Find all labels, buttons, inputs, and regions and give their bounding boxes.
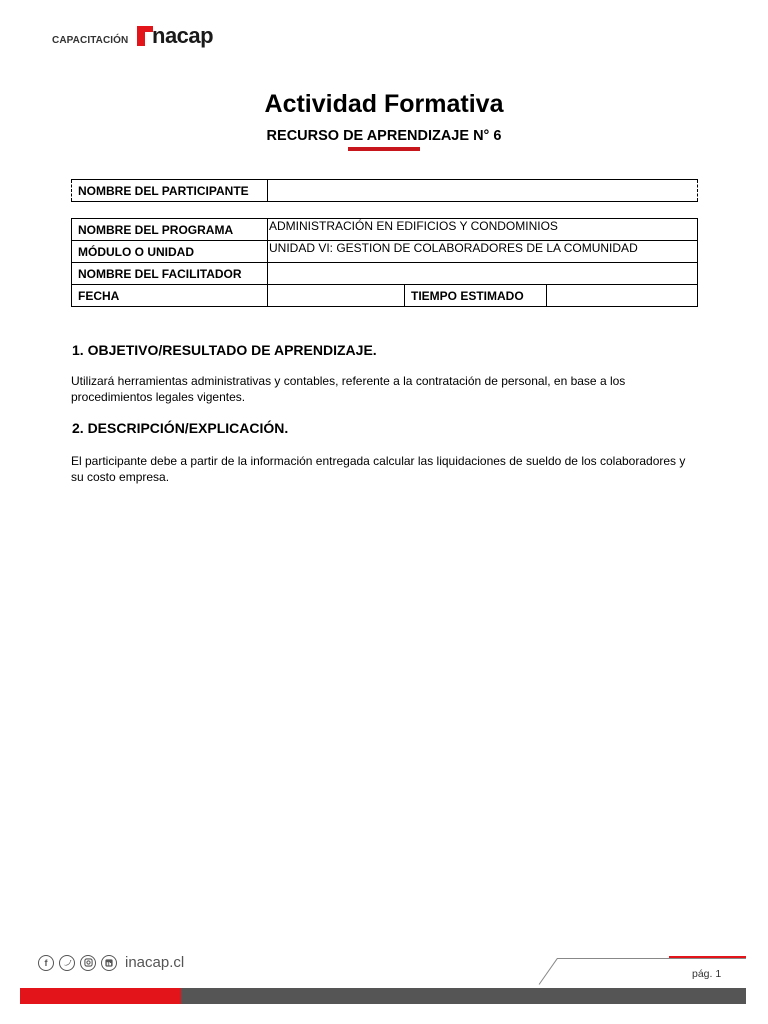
table-row [72, 241, 698, 263]
logo-i-mark [137, 26, 145, 46]
table-row [72, 263, 698, 285]
program-value: ADMINISTRACIÓN EN EDIFICIOS Y CONDOMINIOS [268, 219, 698, 241]
table-row [72, 219, 698, 241]
instagram-icon[interactable] [80, 955, 96, 971]
participant-field[interactable] [268, 180, 698, 202]
footer-url[interactable]: inacap.cl [125, 954, 185, 971]
footer-rule [557, 958, 746, 959]
logo-brand: nacap [152, 23, 214, 48]
capacitacion-label: CAPACITACIÓN [52, 35, 129, 46]
section1-text: Utilizará herramientas administrativas y contables, referente a la contratación de personal, en base a los procedimientos legales vigentes. [71, 374, 626, 404]
social-links [38, 954, 184, 971]
footer-rule-accent [669, 956, 746, 958]
facilitator-label: NOMBRE DEL FACILITADOR [72, 263, 268, 285]
program-table [71, 218, 698, 307]
page-title: Actividad Formativa [264, 90, 504, 118]
table-row [72, 285, 698, 307]
module-label: MÓDULO O UNIDAD [72, 241, 268, 263]
participant-label: NOMBRE DEL PARTICIPANTE [72, 180, 268, 202]
twitter-icon[interactable] [59, 955, 75, 971]
linkedin-icon[interactable] [101, 955, 117, 971]
date-label: FECHA [72, 285, 268, 307]
table-row [72, 180, 698, 202]
module-value: UNIDAD VI: GESTION DE COLABORADORES DE LA COMUNIDAD [268, 241, 698, 263]
page-number: pág. 1 [692, 968, 722, 980]
section2-text: El participante debe a partir de la información entregada calcular las liquidaciones de sueldo de los colaboradores y su costo empresa. [71, 454, 686, 484]
date-field[interactable] [268, 285, 405, 307]
footer-bar-red [20, 988, 181, 1004]
participant-table [71, 179, 698, 202]
program-label: NOMBRE DEL PROGRAMA [72, 219, 268, 241]
time-field[interactable] [547, 285, 698, 307]
footer-bar-gray [181, 988, 746, 1004]
footer-diagonal [539, 958, 558, 985]
facilitator-field[interactable] [268, 263, 698, 285]
subtitle-underline [348, 147, 420, 151]
section1-heading: 1. OBJETIVO/RESULTADO DE APRENDIZAJE. [72, 342, 377, 358]
section2-heading: 2. DESCRIPCIÓN/EXPLICACIÓN. [72, 420, 289, 436]
time-label: TIEMPO ESTIMADO [405, 285, 547, 307]
page-subtitle: RECURSO DE APRENDIZAJE N° 6 [266, 128, 502, 144]
facebook-icon[interactable]: f [38, 955, 54, 971]
